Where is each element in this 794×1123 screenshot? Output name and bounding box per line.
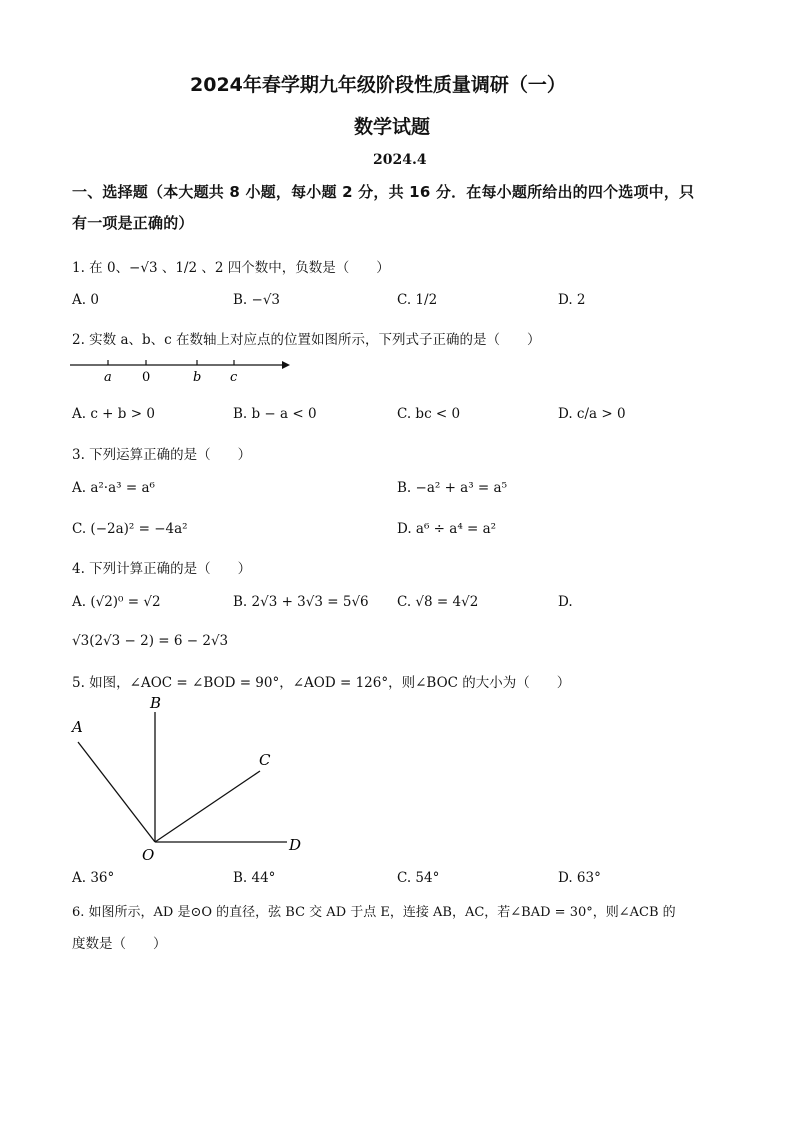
point-label-b: B [150, 694, 162, 712]
point-label-d: D [289, 836, 302, 854]
q3-option-d: D. a⁶ ÷ a⁴ = a² [397, 521, 497, 537]
question-2-stem: 2. 实数 a、b、c 在数轴上对应点的位置如图所示，下列式子正确的是（ ） [72, 332, 541, 348]
point-label-o: O [142, 846, 155, 864]
subject-title: 数学试题 [354, 116, 431, 138]
q2-option-a: A. c + b > 0 [72, 406, 155, 422]
question-6-stem-line1: 6. 如图所示，AD 是⊙O 的直径，弦 BC 交 AD 于点 E，连接 AB，AC，若∠BAD = 30°，则∠ACB 的 [72, 905, 676, 920]
question-1-stem: 1. 在 0、−√3 、1/2 、2 四个数中，负数是（ ） [72, 260, 390, 276]
section-heading-line2: 有一项是正确的） [72, 214, 194, 232]
q3-option-b: B. −a² + a³ = a⁵ [397, 480, 507, 496]
label-b: b [193, 370, 202, 385]
q1-option-a: A. 0 [72, 292, 99, 308]
ray-OA [78, 742, 155, 842]
label-a: a [104, 370, 112, 385]
q4-option-c: C. √8 = 4√2 [397, 594, 479, 610]
q5-option-c: C. 54° [397, 870, 440, 886]
q5-option-b: B. 44° [233, 870, 276, 886]
q3-option-a: A. a²·a³ = a⁶ [72, 480, 155, 496]
ray-OC [155, 771, 260, 842]
q5-option-a: A. 36° [72, 870, 115, 886]
q2-option-c: C. bc < 0 [397, 406, 461, 422]
angle-figure [66, 692, 316, 864]
q4-option-a: A. (√2)⁰ = √2 [72, 594, 161, 610]
q2-option-b: B. b − a < 0 [233, 406, 317, 422]
q1-option-b: B. −√3 [233, 292, 281, 308]
q1-option-d: D. 2 [558, 292, 586, 308]
question-5-stem: 5. 如图，∠AOC = ∠BOD = 90°，∠AOD = 126°，则∠BOC 的大小为（ ） [72, 675, 571, 691]
number-line-arrow [282, 361, 290, 369]
question-4-stem: 4. 下列计算正确的是（ ） [72, 561, 252, 577]
q2-option-d: D. c/a > 0 [558, 406, 626, 422]
q4-option-b: B. 2√3 + 3√3 = 5√6 [233, 594, 369, 610]
point-label-a: A [72, 718, 83, 736]
point-label-c: C [259, 751, 271, 769]
exam-title: 2024年春学期九年级阶段性质量调研（一） [190, 74, 566, 96]
label-c: c [230, 370, 238, 385]
q5-option-d: D. 63° [558, 870, 601, 886]
label-0: 0 [142, 370, 151, 385]
question-6-stem-line2: 度数是（ ） [72, 936, 167, 952]
q3-option-c: C. (−2a)² = −4a² [72, 521, 188, 537]
question-3-stem: 3. 下列运算正确的是（ ） [72, 447, 252, 463]
q4-option-d-expression: √3(2√3 − 2) = 6 − 2√3 [72, 633, 229, 649]
exam-date: 2024.4 [373, 152, 427, 168]
q1-option-c: C. 1/2 [397, 292, 438, 308]
number-line-figure [66, 352, 296, 386]
q4-option-d: D. [558, 594, 573, 610]
section-heading-line1: 一、选择题（本大题共 8 小题，每小题 2 分，共 16 分．在每小题所给出的四个选项中，只 [72, 183, 695, 201]
